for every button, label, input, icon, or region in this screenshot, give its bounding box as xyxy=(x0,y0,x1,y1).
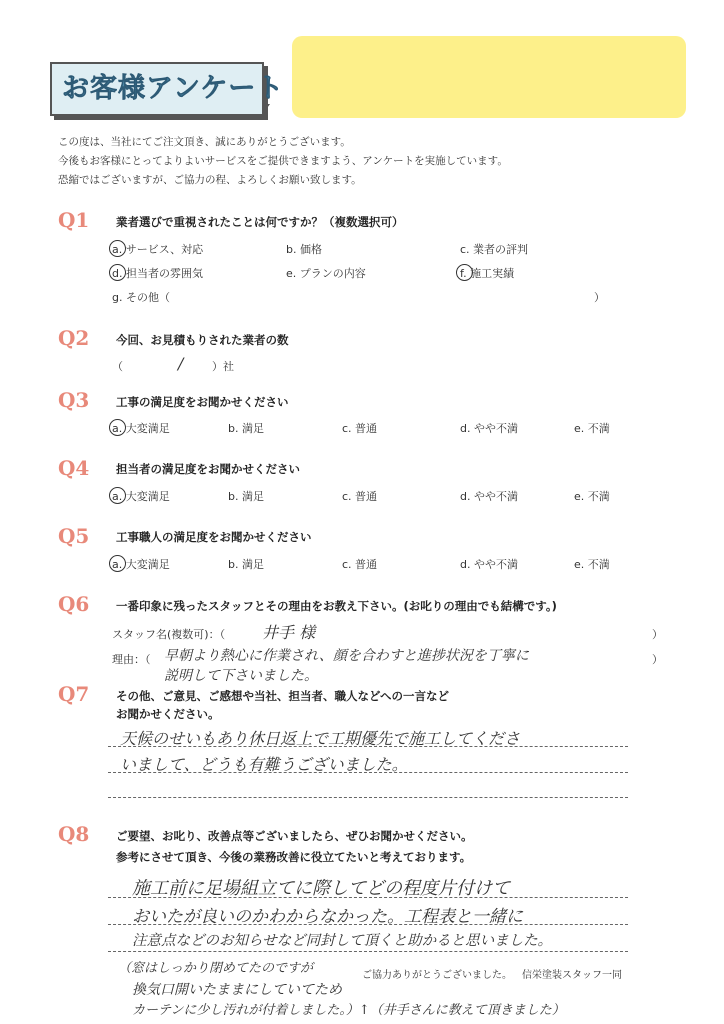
q3-option-d[interactable]: d. やや不満 xyxy=(460,422,518,435)
q8-answer-2[interactable]: おいたが良いのかわからなかった。工程表と一緒に xyxy=(132,907,523,927)
q6-staff-answer[interactable]: 井手 様 xyxy=(262,623,316,642)
q6-staff-label: スタッフ名(複数可)：（ xyxy=(112,628,226,641)
intro-line-2: 今後もお客様にとってよりよいサービスをご提供できますよう、アンケートを実施しています。 xyxy=(58,155,508,167)
q4-option-a[interactable]: a. 大変満足 xyxy=(112,490,170,503)
q3-option-a[interactable]: a. 大変満足 xyxy=(112,422,170,435)
page-title: お客様アンケート xyxy=(62,73,285,104)
intro-line-1: この度は、当社にてご注文頂き、誠にありがとうございます。 xyxy=(58,136,351,148)
q7-line-3 xyxy=(108,797,628,798)
q8-answer-3[interactable]: 注意点などのお知らせなど同封して頂くと助かると思いました。 xyxy=(132,933,553,949)
q7-answer-2[interactable]: いまして、どうも有難うございました。 xyxy=(120,755,408,774)
q3-option-e[interactable]: e. 不満 xyxy=(574,422,610,435)
q4-option-d[interactable]: d. やや不満 xyxy=(460,490,518,503)
q7-text-2: お聞かせください。 xyxy=(116,707,220,721)
q4-number: Q4 xyxy=(58,456,90,480)
q4-option-b[interactable]: b. 満足 xyxy=(228,490,264,503)
q1-number: Q1 xyxy=(58,208,90,232)
footer-company: 信栄塗装スタッフ一同 xyxy=(522,970,622,981)
q7-number: Q7 xyxy=(58,682,90,706)
q1-close-paren: ） xyxy=(594,291,605,304)
q2-close: ）社 xyxy=(212,360,234,373)
q6-reason-answer-1[interactable]: 早朝より熱心に作業され、顔を合わすと進捗状況を丁寧に xyxy=(164,648,529,664)
q1-text: 業者選びで重視されたことは何ですか？（複数選択可） xyxy=(116,215,404,229)
q7-answer-1[interactable]: 天候のせいもあり休日返上で工期優先で施工してくださ xyxy=(120,729,521,748)
q5-option-c[interactable]: c. 普通 xyxy=(342,558,378,571)
q5-option-e[interactable]: e. 不満 xyxy=(574,558,610,571)
q5-text: 工事職人の満足度をお聞かせください xyxy=(116,530,312,544)
q7-line-2 xyxy=(108,772,628,773)
q4-option-e[interactable]: e. 不満 xyxy=(574,490,610,503)
highlight-box xyxy=(292,36,686,118)
q1-option-a[interactable]: a. サービス、対応 xyxy=(112,243,204,256)
q3-text: 工事の満足度をお聞かせください xyxy=(116,395,289,409)
q6-reason-label: 理由：（ xyxy=(112,653,151,666)
q8-text-1: ご要望、お叱り、改善点等ございましたら、ぜひお聞かせください。 xyxy=(116,829,473,843)
q6-text: 一番印象に残ったスタッフとその理由をお教え下さい。(お叱りの理由でも結構です。) xyxy=(116,599,557,613)
q6-reason-close: ） xyxy=(652,653,663,666)
q8-number: Q8 xyxy=(58,822,90,846)
q1-option-d[interactable]: d. 担当者の雰囲気 xyxy=(112,267,203,280)
q6-number: Q6 xyxy=(58,592,90,616)
q5-option-b[interactable]: b. 満足 xyxy=(228,558,264,571)
q3-number: Q3 xyxy=(58,388,90,412)
q8-line-2 xyxy=(108,924,628,925)
q8-line-3 xyxy=(108,951,628,952)
q3-option-c[interactable]: c. 普通 xyxy=(342,422,378,435)
q8-answer-1[interactable]: 施工前に足場組立てに際してどの程度片付けて xyxy=(132,878,510,899)
q8-answer-5[interactable]: 換気口開いたままにしていてため xyxy=(132,982,342,998)
q8-answer-6[interactable]: カーテンに少し汚れが付着しました。）↑（井手さんに教えて頂きました） xyxy=(132,1003,565,1018)
q2-number: Q2 xyxy=(58,326,90,350)
intro-line-3: 恐縮ではございますが、ご協力の程、よろしくお願い致します。 xyxy=(58,174,362,186)
q1-option-b[interactable]: b. 価格 xyxy=(286,243,322,256)
q8-text-2: 参考にさせて頂き、今後の業務改善に役立てたいと考えております。 xyxy=(116,850,472,864)
q5-option-d[interactable]: d. やや不満 xyxy=(460,558,518,571)
q6-staff-close: ） xyxy=(652,628,663,641)
q1-option-c[interactable]: c. 業者の評判 xyxy=(460,243,529,256)
q1-option-f[interactable]: f. 施工実績 xyxy=(460,267,515,280)
q6-reason-answer-2[interactable]: 説明して下さいました。 xyxy=(164,668,318,684)
q4-text: 担当者の満足度をお聞かせください xyxy=(116,462,300,476)
q2-open-paren: （ xyxy=(112,360,123,373)
q7-line-1 xyxy=(108,746,628,747)
q1-option-e[interactable]: e. プランの内容 xyxy=(286,267,366,280)
q1-option-g[interactable]: g. その他（ xyxy=(112,291,170,304)
q3-option-b[interactable]: b. 満足 xyxy=(228,422,264,435)
q7-text-1: その他、ご意見、ご感想や当社、担当者、職人などへの一言など xyxy=(116,689,450,703)
q2-text: 今回、お見積もりされた業者の数 xyxy=(116,333,289,347)
q2-answer[interactable]: / xyxy=(178,354,184,373)
q4-option-c[interactable]: c. 普通 xyxy=(342,490,378,503)
q8-answer-4[interactable]: （窓はしっかり閉めてたのですが xyxy=(118,961,314,976)
q8-line-1 xyxy=(108,897,628,898)
q5-option-a[interactable]: a. 大変満足 xyxy=(112,558,170,571)
q5-number: Q5 xyxy=(58,524,90,548)
footer-thanks: ご協力ありがとうございました。 xyxy=(362,970,512,981)
